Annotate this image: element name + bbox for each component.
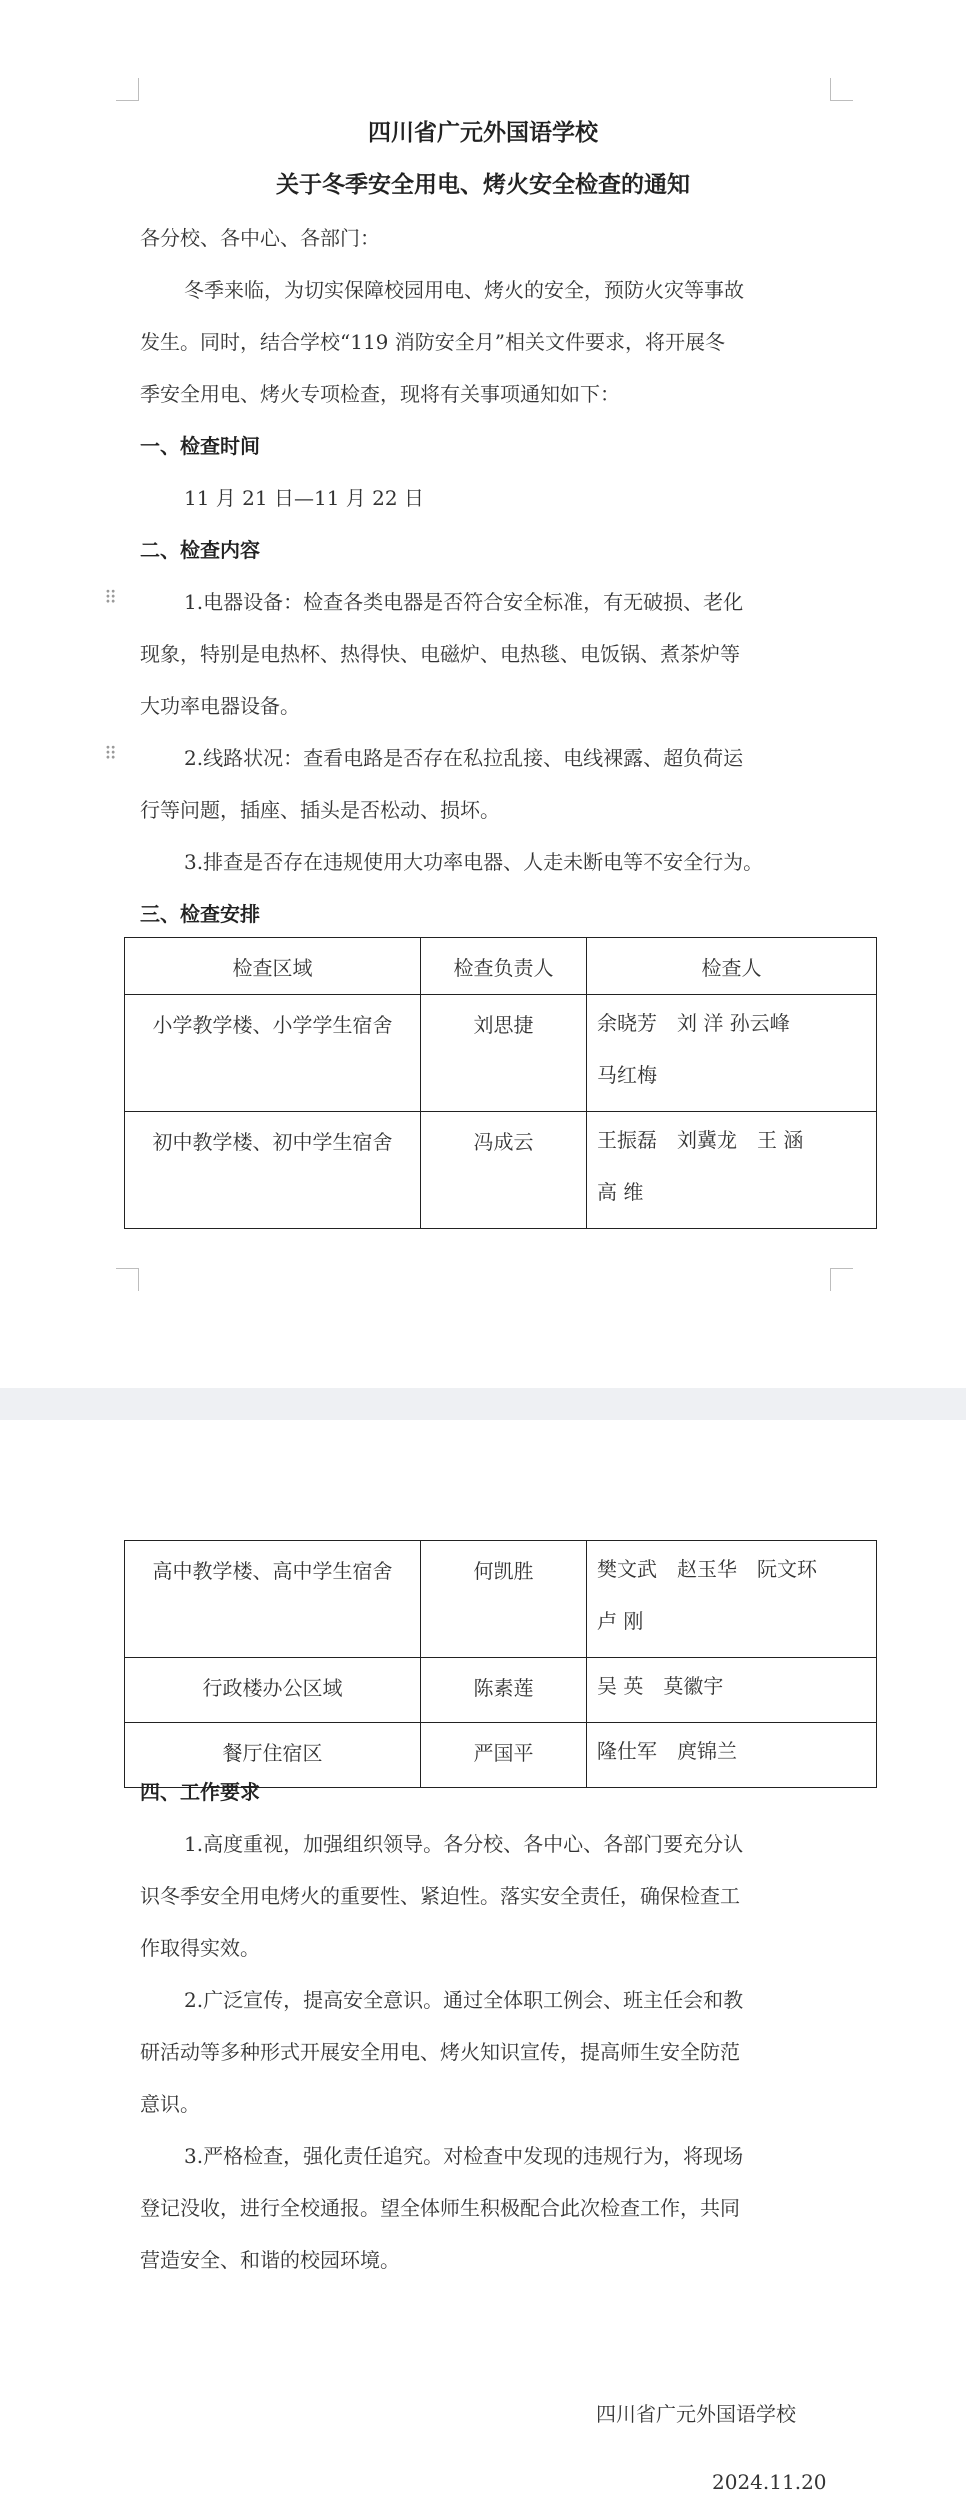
inspectors-cell [587, 1541, 877, 1658]
area-cell: 高中教学楼、高中学生宿舍 [125, 1541, 421, 1658]
requirement-line: 作取得实效。 [140, 1936, 260, 1960]
requirement-line: 研活动等多种形式开展安全用电、烤火知识宣传，提高师生安全防范 [140, 2040, 740, 2064]
requirement-line: 识冬季安全用电烤火的重要性、紧迫性。落实安全责任，确保检查工 [140, 1884, 740, 1908]
page-separator [0, 1388, 966, 1420]
school-name: 四川省广元外国语学校 [368, 119, 598, 146]
table-row [125, 995, 877, 1112]
content-item-line: 现象，特别是电热杯、热得快、电磁炉、电热毯、电饭锅、煮茶炉等 [140, 642, 740, 666]
schedule-table-continued [124, 1540, 877, 1788]
content-item-line: 1.电器设备：检查各类电器是否符合安全标准，有无破损、老化 [184, 590, 744, 614]
inspectors-cell: 隆仕军 庹锦兰 [587, 1723, 877, 1788]
intro-line: 冬季来临，为切实保障校园用电、烤火的安全，预防火灾等事故 [184, 278, 744, 302]
section-heading: 一、检查时间 [140, 434, 260, 458]
inspector-line: 樊文武 赵玉华 阮文环 [597, 1557, 817, 1581]
table-header-row [125, 938, 877, 995]
leader-cell: 严国平 [421, 1723, 587, 1788]
area-cell: 初中教学楼、初中学生宿舍 [125, 1112, 421, 1229]
table-row [125, 1112, 877, 1229]
table-header-cell: 检查负责人 [421, 938, 587, 995]
intro-line: 发生。同时，结合学校“119 消防安全月”相关文件要求，将开展冬 [140, 330, 725, 354]
table-header-cell: 检查人 [587, 938, 877, 995]
table-header-cell: 检查区域 [125, 938, 421, 995]
intro-line: 季安全用电、烤火专项检查，现将有关事项通知如下： [140, 382, 620, 406]
inspectors-cell [587, 995, 877, 1112]
requirement-line: 3.严格检查，强化责任追究。对检查中发现的违规行为，将现场 [184, 2144, 744, 2168]
document-page-2 [0, 1420, 966, 2504]
margin-corner-mark [830, 78, 853, 101]
requirement-line: 登记没收，进行全校通报。望全体师生积极配合此次检查工作，共同 [140, 2196, 740, 2220]
requirement-line: 意识。 [140, 2092, 200, 2116]
table-row [125, 1541, 877, 1658]
drag-handle-icon[interactable]: ⠿ [104, 588, 115, 609]
inspector-line: 余晓芳 刘 洋 孙云峰 [597, 1011, 790, 1035]
drag-handle-icon[interactable]: ⠿ [104, 744, 115, 765]
margin-corner-mark [830, 1268, 853, 1291]
content-item-line: 2.线路状况：查看电路是否存在私拉乱接、电线裸露、超负荷运 [184, 746, 744, 770]
inspectors-cell: 吴 英 莫徽宇 [587, 1658, 877, 1723]
leader-cell: 冯成云 [421, 1112, 587, 1229]
inspectors-cell [587, 1112, 877, 1229]
section-heading: 二、检查内容 [140, 538, 260, 562]
requirement-line: 2.广泛宣传，提高安全意识。通过全体职工例会、班主任会和教 [184, 1988, 744, 2012]
signature-organization: 四川省广元外国语学校 [596, 2402, 796, 2426]
margin-corner-mark [116, 78, 139, 101]
schedule-table [124, 937, 877, 1229]
content-item-line: 大功率电器设备。 [140, 694, 300, 718]
requirement-line: 1.高度重视，加强组织领导。各分校、各中心、各部门要充分认 [184, 1832, 744, 1856]
margin-corner-mark [116, 1268, 139, 1291]
content-item-line: 行等问题，插座、插头是否松动、损坏。 [140, 798, 500, 822]
section-heading: 三、检查安排 [140, 902, 260, 926]
document-title: 关于冬季安全用电、烤火安全检查的通知 [276, 171, 690, 198]
leader-cell: 刘思捷 [421, 995, 587, 1112]
table-row [125, 1658, 877, 1723]
inspector-line: 马红梅 [597, 1063, 657, 1087]
salutation: 各分校、各中心、各部门： [140, 226, 380, 250]
area-cell: 小学教学楼、小学学生宿舍 [125, 995, 421, 1112]
inspection-dates: 11 月 21 日—11 月 22 日 [184, 486, 424, 510]
leader-cell: 何凯胜 [421, 1541, 587, 1658]
signature-date: 2024.11.20 [712, 2470, 827, 2494]
content-item-line: 3.排查是否存在违规使用大功率电器、人走未断电等不安全行为。 [184, 850, 764, 874]
inspector-line: 高 维 [597, 1180, 644, 1204]
area-cell: 行政楼办公区域 [125, 1658, 421, 1723]
inspector-line: 卢 刚 [597, 1609, 644, 1633]
requirement-line: 营造安全、和谐的校园环境。 [140, 2248, 400, 2272]
area-cell: 餐厅住宿区 [125, 1723, 421, 1788]
inspector-line: 王振磊 刘冀龙 王 涵 [597, 1128, 804, 1152]
leader-cell: 陈素莲 [421, 1658, 587, 1723]
section-heading: 四、工作要求 [140, 1780, 260, 1804]
